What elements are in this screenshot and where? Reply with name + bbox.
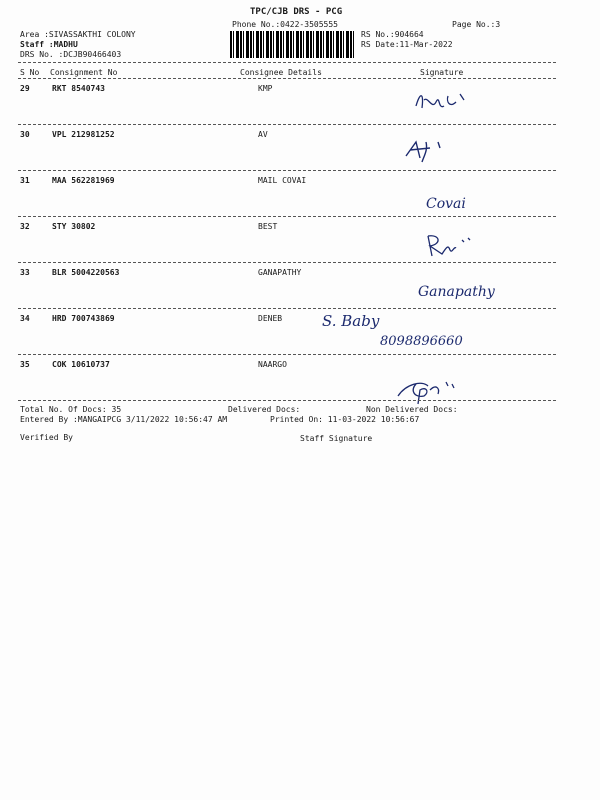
staff-signature-label: Staff Signature [300, 434, 373, 443]
row-divider [18, 308, 556, 309]
row-sno: 35 [20, 360, 30, 369]
signature-29-image [412, 88, 472, 116]
row-sno: 29 [20, 84, 30, 93]
column-header-sno: S No [20, 68, 40, 77]
row-sno: 30 [20, 130, 30, 139]
row-divider [18, 124, 556, 125]
signature-34-name: S. Baby [322, 312, 380, 330]
row-sno: 34 [20, 314, 30, 323]
column-header-signature: Signature [420, 68, 464, 77]
verified-by-label: Verified By [20, 433, 73, 442]
drs-number: DRS No. :DCJB90466403 [20, 50, 122, 59]
row-consignment: BLR 5004220563 [52, 268, 120, 277]
row-divider [18, 354, 556, 355]
row-divider [18, 170, 556, 171]
row-consignee: BEST [258, 222, 278, 231]
column-header-consignee: Consignee Details [240, 68, 322, 77]
row-sno: 31 [20, 176, 30, 185]
row-sno: 33 [20, 268, 30, 277]
row-consignee: KMP [258, 84, 273, 93]
row-consignment: STY 30802 [52, 222, 96, 231]
row-consignment: RKT 8540743 [52, 84, 105, 93]
footer-divider [18, 400, 556, 401]
delivered-docs: Delivered Docs: [228, 405, 301, 414]
row-consignment: MAA 562281969 [52, 176, 115, 185]
row-divider [18, 262, 556, 263]
row-consignment: COK 10610737 [52, 360, 110, 369]
row-divider [18, 216, 556, 217]
signature-30-image [402, 136, 462, 164]
column-header-consignment: Consignment No [50, 68, 118, 77]
signature-33-text: Ganapathy [418, 284, 495, 300]
signature-31-text: Covai [426, 196, 466, 212]
document-title: TPC/CJB DRS - PCG [250, 7, 343, 17]
row-sno: 32 [20, 222, 30, 231]
rs-date: RS Date:11-Mar-2022 [361, 40, 453, 49]
non-delivered-docs: Non Delivered Docs: [366, 405, 458, 414]
row-consignee: MAIL COVAI [258, 176, 307, 185]
row-consignee: AV [258, 130, 268, 139]
entered-by: Entered By :MANGAIPCG 3/11/2022 10:56:47 AM [20, 415, 228, 424]
barcode-image [230, 31, 354, 58]
header-divider [18, 62, 556, 63]
row-consignee: DENEB [258, 314, 283, 323]
signature-35-image [396, 378, 462, 408]
printed-on: Printed On: 11-03-2022 10:56:67 [270, 415, 420, 424]
row-consignment: VPL 212981252 [52, 130, 115, 139]
signature-32-image [424, 232, 486, 260]
signature-34-phone: 8098896660 [380, 334, 463, 349]
total-docs: Total No. Of Docs: 35 [20, 405, 122, 414]
rs-number: RS No.:904664 [361, 30, 424, 39]
row-consignee: NAARGO [258, 360, 287, 369]
page-number: Page No.:3 [452, 20, 501, 29]
row-consignment: HRD 700743869 [52, 314, 115, 323]
row-consignee: GANAPATHY [258, 268, 302, 277]
area-label: Area :SIVASSAKTHI COLONY [20, 30, 136, 39]
staff-label: Staff :MADHU [20, 40, 78, 49]
phone-number: Phone No.:0422-3505555 [232, 20, 338, 29]
column-divider [18, 78, 556, 79]
